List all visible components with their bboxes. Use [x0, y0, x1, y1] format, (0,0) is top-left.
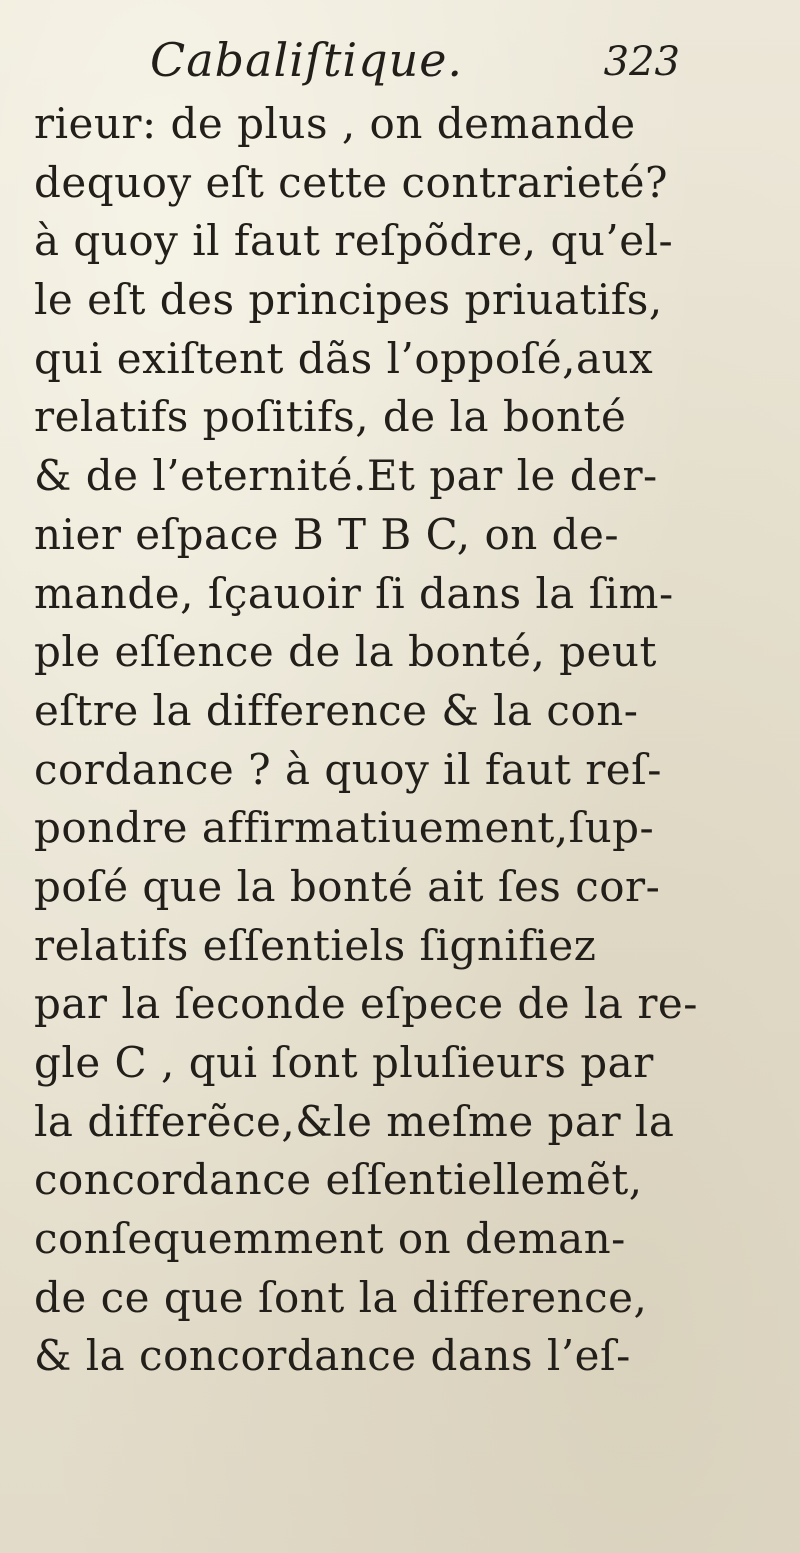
text-line: nier eſpace B T B C, on de-: [34, 509, 620, 559]
text-line: gle C , qui ſont pluſieurs par: [34, 1038, 654, 1087]
text-line: rieur: de plus , on demande: [34, 99, 636, 148]
text-line: concordance eſſentiellemẽt,: [34, 1155, 643, 1205]
running-head: [150, 30, 680, 90]
text-line: relatifs poſitifs, de la bonté: [34, 392, 627, 442]
blank-bottom-margin: [0, 1360, 800, 1553]
text-line: poſé que la bonté ait ſes cor-: [34, 861, 661, 911]
text-line: conſequemment on deman-: [34, 1214, 626, 1264]
text-line: pondre affirmatiuement,ſup-: [34, 803, 655, 853]
text-line: la differẽce,&le meſme par la: [34, 1096, 675, 1146]
text-line: le eſt des principes priuatifs,: [34, 275, 663, 325]
text-line: ple eſſence de la bonté, peut: [34, 627, 657, 677]
text-line: dequoy eſt cette contrarieté?: [34, 157, 668, 207]
page-number: 323: [603, 39, 680, 85]
text-line: par la ſeconde eſpece de la re-: [34, 979, 698, 1029]
text-line: qui exiſtent dãs l’oppoſé,aux: [34, 333, 654, 383]
body-text: [34, 95, 714, 1386]
running-title: Cabaliſtique.: [150, 33, 464, 87]
text-line: relatifs eſſentiels ſignifiez: [34, 920, 597, 970]
text-line: & de l’eternité.Et par le der-: [34, 451, 658, 501]
text-line: cordance ? à quoy il faut reſ-: [34, 744, 662, 794]
text-line: & la concordance dans l’eſ-: [34, 1331, 631, 1381]
text-line: à quoy il faut reſpõdre, qu’el-: [34, 216, 674, 266]
text-line: de ce que ſont la difference,: [34, 1272, 648, 1322]
text-line: mande, ſçauoir ſi dans la ſim-: [34, 568, 674, 618]
text-line: eſtre la difference & la con-: [34, 685, 639, 735]
